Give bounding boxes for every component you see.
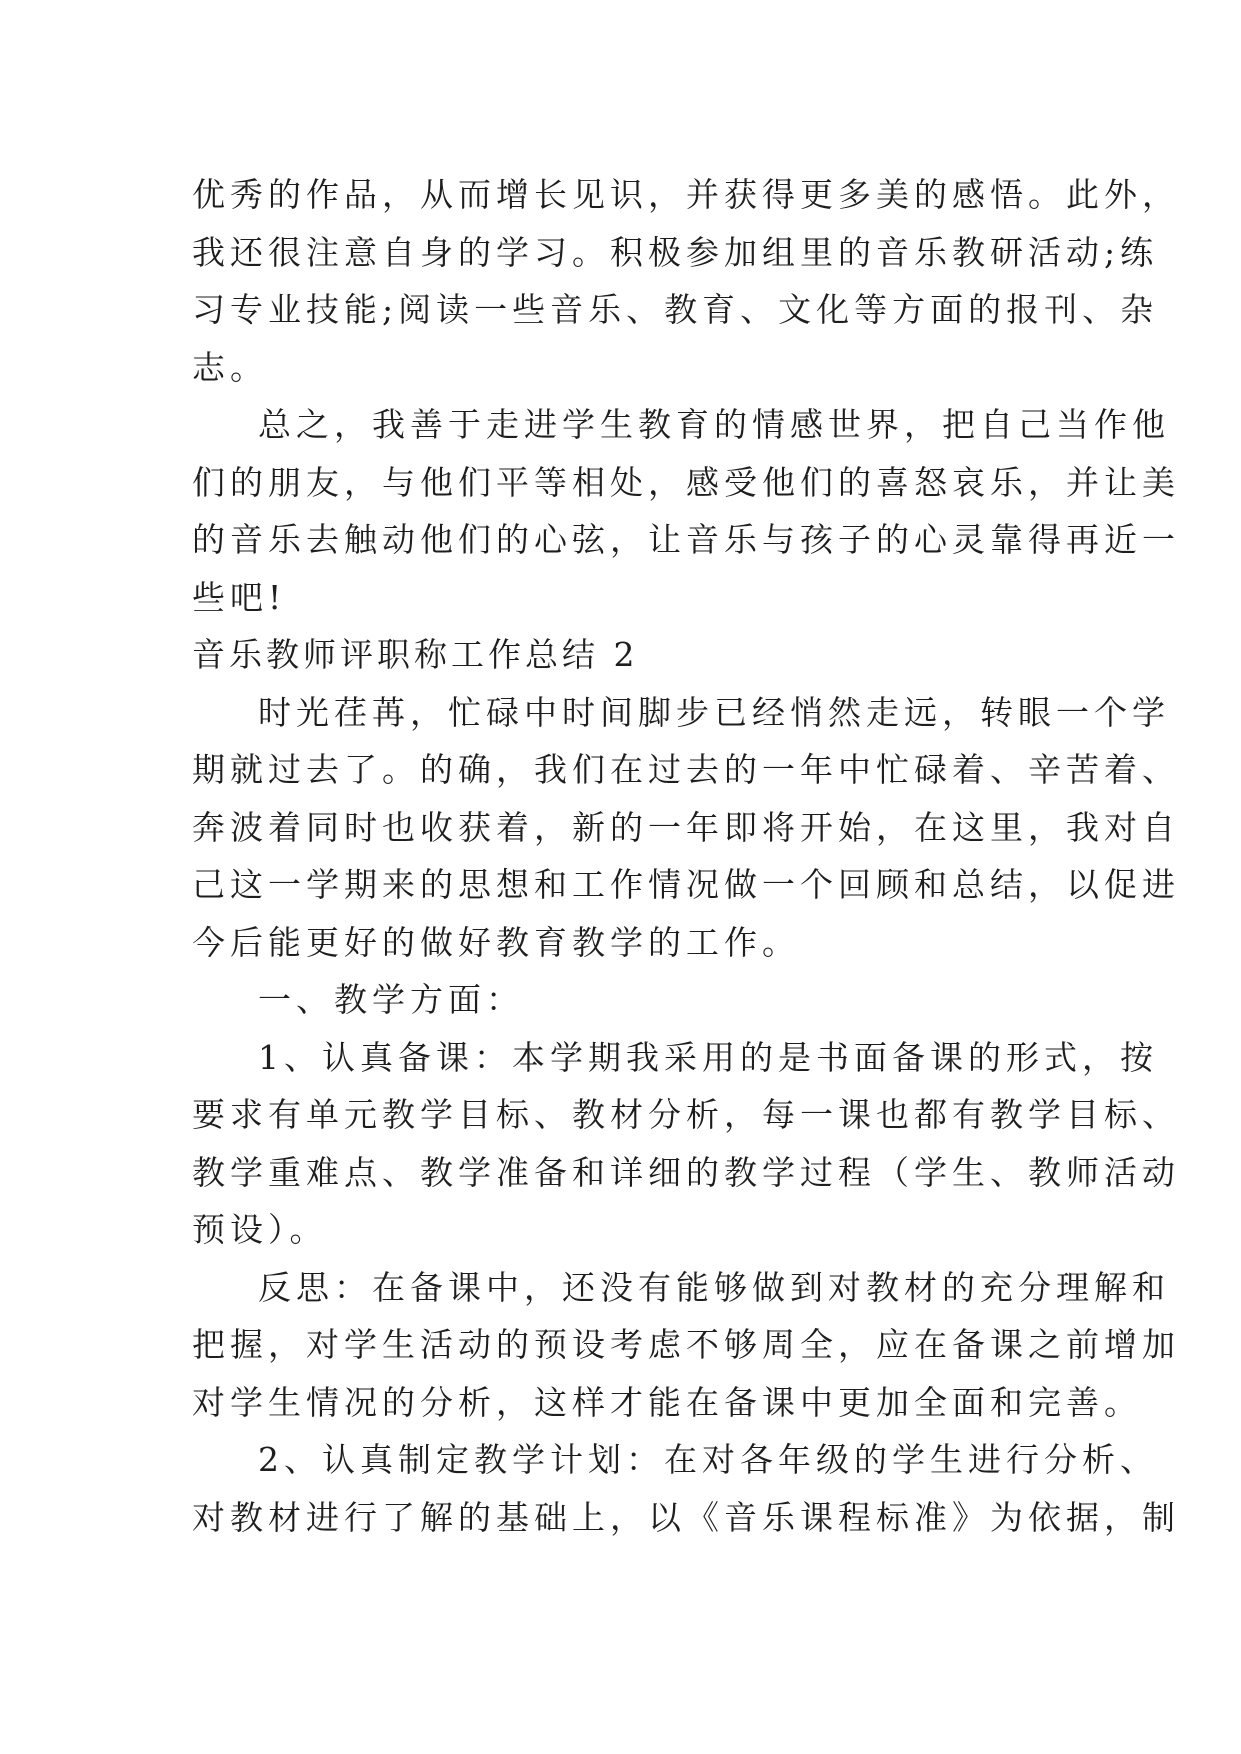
- text-line: 预设）。: [192, 1210, 328, 1249]
- text-line: 把握，对学生活动的预设考虑不够周全，应在备课之前增加: [192, 1325, 1180, 1364]
- text-line: 奔波着同时也收获着，新的一年即将开始，在这里，我对自: [192, 807, 1180, 847]
- paragraph: [192, 1029, 1180, 1259]
- text-line: 些吧!: [192, 577, 287, 617]
- paragraph: [192, 1431, 1180, 1546]
- text-line: 们的朋友，与他们平等相处，感受他们的喜怒哀乐，并让美: [192, 462, 1180, 502]
- paragraph: [192, 396, 1180, 626]
- text-line: 今后能更好的做好教育教学的工作。: [192, 922, 800, 962]
- document-body: [192, 166, 1180, 1546]
- text-line: 优秀的作品，从而增长见识，并获得更多美的感悟。此外，: [192, 175, 1180, 214]
- text-line: 我还很注意自身的学习。积极参加组里的音乐教研活动;练: [192, 232, 1159, 272]
- text-line: 己这一学期来的思想和工作情况做一个回顾和总结，以促进: [192, 865, 1180, 904]
- text-line: 1、认真备课：本学期我采用的是书面备课的形式，按: [258, 1037, 1158, 1077]
- paragraph: [192, 1259, 1180, 1432]
- section-heading: 音乐教师评职称工作总结 2: [192, 635, 639, 674]
- text-line: 对学生情况的分析，这样才能在备课中更加全面和完善。: [192, 1382, 1142, 1422]
- text-line: 习专业技能;阅读一些音乐、教育、文化等方面的报刊、杂: [192, 290, 1159, 329]
- paragraph: [192, 971, 1072, 1029]
- text-line: 时光荏苒，忙碌中时间脚步已经悄然走远，转眼一个学: [258, 692, 1170, 732]
- paragraph: [192, 166, 1180, 396]
- text-line: 志。: [192, 347, 268, 387]
- text-line: 教学重难点、教学准备和详细的教学过程（学生、教师活动: [192, 1152, 1180, 1192]
- text-line: 对教材进行了解的基础上，以《音乐课程标准》为依据，制: [192, 1497, 1180, 1537]
- subsection-title: 一、教学方面：: [258, 980, 524, 1019]
- text-line: 的音乐去触动他们的心弦，让音乐与孩子的心灵靠得再近一: [192, 520, 1180, 559]
- text-line: 2、认真制定教学计划：在对各年级的学生进行分析、: [258, 1440, 1158, 1479]
- text-line: 要求有单元教学目标、教材分析，每一课也都有教学目标、: [192, 1095, 1180, 1134]
- text-line: 总之，我善于走进学生教育的情感世界，把自己当作他: [258, 405, 1170, 444]
- paragraph: [192, 684, 1180, 972]
- text-line: 反思：在备课中，还没有能够做到对教材的充分理解和: [258, 1267, 1170, 1307]
- text-line: 期就过去了。的确，我们在过去的一年中忙碌着、辛苦着、: [192, 750, 1180, 789]
